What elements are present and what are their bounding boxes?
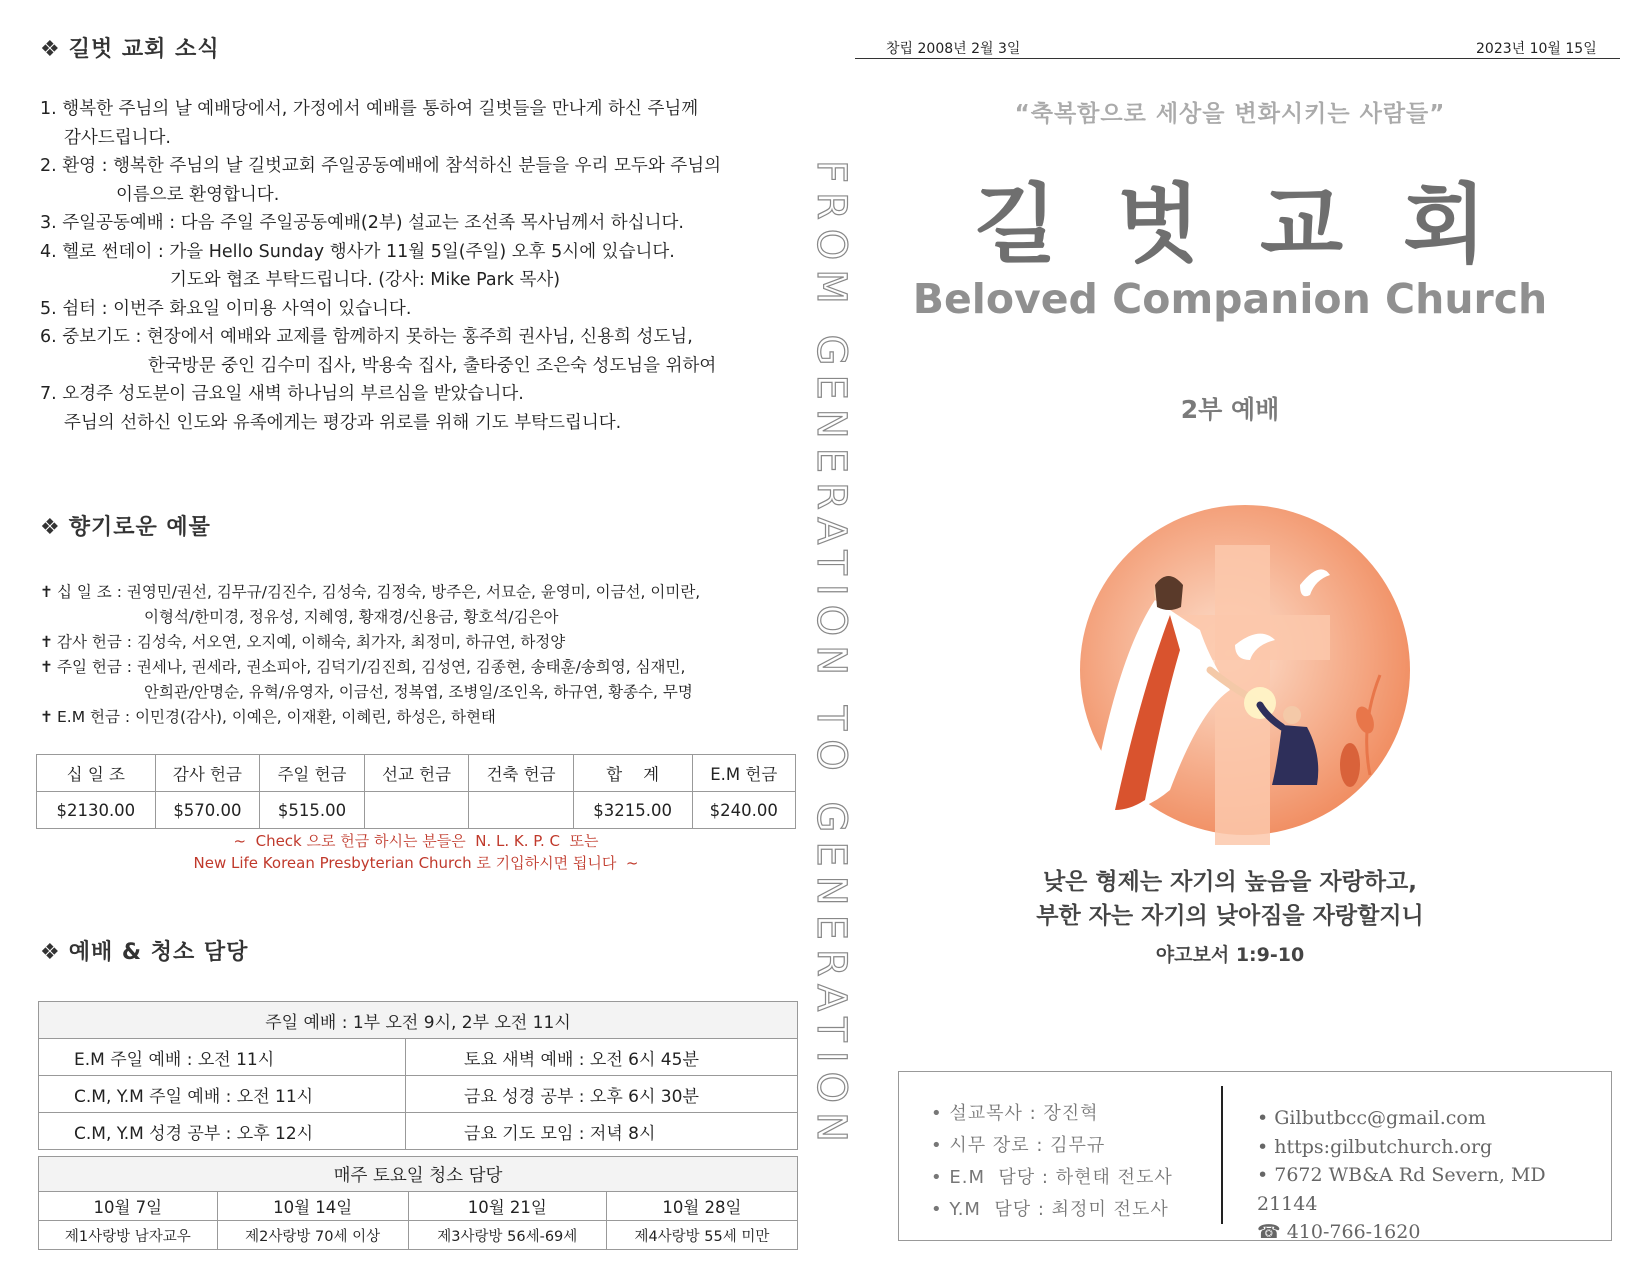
table-row xyxy=(39,1192,798,1221)
news-item-text: 4. 헬로 썬데이 : 가을 Hello Sunday 행사가 11월 5일(주일) 오후 5시에 있습니다. xyxy=(40,241,675,262)
church-info-box xyxy=(898,1071,1612,1241)
list-item: • https:gilbutchurch.org xyxy=(1257,1135,1493,1158)
bible-verse xyxy=(880,865,1580,933)
list-item: • 7672 WB&A Rd Severn, MD 21144 xyxy=(1257,1164,1546,1215)
worship-cell: 토요 새벽 예배 : 오전 6시 45분 xyxy=(406,1039,798,1076)
header-divider xyxy=(855,58,1620,59)
offering-value-cell: $515.00 xyxy=(260,792,365,829)
cross-icon: ✝ xyxy=(40,658,53,676)
list-item: • Y.M 담당 : 최정미 전도사 xyxy=(931,1199,1169,1220)
list-item xyxy=(40,295,760,324)
worship-title-text: 예배 & 청소 담당 xyxy=(68,940,249,965)
diamond-icon: ❖ xyxy=(40,515,61,540)
check-note xyxy=(36,830,796,874)
jesus-cross-illustration xyxy=(1060,505,1430,845)
worship-cell: E.M 주일 예배 : 오전 11시 xyxy=(39,1039,406,1076)
staff-item: 시무 장로 : 김무규 xyxy=(949,1135,1106,1156)
worship-cell: C.M, Y.M 성경 공부 : 오후 12시 xyxy=(39,1113,406,1150)
news-item-text: 2. 환영 : 행복한 주님의 날 길벗교회 주일공동예배에 참석하신 분들을 우리 모두와 주님의 xyxy=(40,156,722,176)
cleaning-date: 10월 14일 xyxy=(217,1192,408,1221)
diamond-icon: ❖ xyxy=(40,37,61,62)
staff-list xyxy=(931,1098,1173,1226)
cleaning-header: 매주 토요일 청소 담당 xyxy=(39,1157,798,1192)
offering-section-title xyxy=(40,510,211,541)
list-item xyxy=(40,380,760,437)
offering-value-cell: $570.00 xyxy=(155,792,260,829)
email-link[interactable]: Gilbutbcc@gmail.com xyxy=(1274,1107,1486,1129)
offering-label: 감사 헌금 : xyxy=(57,633,132,651)
check-note-line: ~ Check 으로 헌금 하시는 분들은 N. L. K. P. C 또는 xyxy=(233,832,599,850)
phone-number[interactable]: 410-766-1620 xyxy=(1286,1221,1421,1243)
address-text: 7672 WB&A Rd Severn, MD 21144 xyxy=(1257,1164,1546,1215)
offering-value-cell: $3215.00 xyxy=(573,792,692,829)
offering-list xyxy=(40,580,760,730)
motto: “축복함으로 세상을 변화시키는 사람들” xyxy=(1014,101,1446,127)
cleaning-table xyxy=(38,1156,798,1250)
worship-table xyxy=(38,1001,798,1150)
news-item-cont: 주님의 선하신 인도와 유족에게는 평강과 위로를 위해 기도 부탁드립니다. xyxy=(64,412,622,433)
verse-line: 낮은 형제는 자기의 높음을 자랑하고, xyxy=(1042,869,1418,895)
offering-header-cell: 감사 헌금 xyxy=(155,755,260,792)
table-row xyxy=(39,1039,798,1076)
news-section-title xyxy=(40,32,220,63)
table-row xyxy=(37,792,796,829)
table-row xyxy=(39,1113,798,1150)
staff-item: E.M 담당 : 하현태 전도사 xyxy=(949,1167,1173,1188)
list-item xyxy=(40,630,760,655)
cross-icon: ✝ xyxy=(40,708,53,726)
cleaning-group: 제2사랑방 70세 이상 xyxy=(217,1221,408,1250)
website-link[interactable]: https:gilbutchurch.org xyxy=(1274,1135,1493,1158)
list-item: • 시무 장로 : 김무규 xyxy=(931,1135,1106,1156)
church-name-korean: 길벗교회 xyxy=(973,175,1547,275)
offering-header-cell: 건축 헌금 xyxy=(469,755,574,792)
table-row xyxy=(39,1221,798,1250)
table-row xyxy=(39,1002,798,1039)
list-item xyxy=(40,238,760,295)
cleaning-date: 10월 28일 xyxy=(606,1192,797,1221)
info-divider xyxy=(1221,1086,1223,1224)
list-item xyxy=(40,655,760,705)
list-item: • Gilbutbcc@gmail.com xyxy=(1257,1107,1486,1129)
offering-table xyxy=(36,754,796,829)
news-item-cont: 감사드립니다. xyxy=(64,127,171,148)
verse-line: 부한 자는 자기의 낮아짐을 자랑할지니 xyxy=(1036,903,1424,929)
spine-text: FROM GENERATION TO GENERATION xyxy=(808,160,854,1151)
check-note-line: New Life Korean Presbyterian Church 로 기입하시면 됩니다 ~ xyxy=(193,854,639,872)
list-item xyxy=(40,705,760,730)
cross-icon: ✝ xyxy=(40,583,53,601)
offering-value-cell xyxy=(469,792,574,829)
news-item-text: 7. 오경주 성도분이 금요일 새벽 하나님의 부르심을 받았습니다. xyxy=(40,384,524,404)
list-item xyxy=(40,580,760,630)
news-item-text: 3. 주일공동예배 : 다음 주일 주일공동예배(2부) 설교는 조선족 목사님께서 하십니다. xyxy=(40,213,684,233)
church-name-english: Beloved Companion Church xyxy=(912,275,1548,323)
list-item: • E.M 담당 : 하현태 전도사 xyxy=(931,1167,1173,1188)
diamond-icon: ❖ xyxy=(40,940,61,965)
list-item xyxy=(40,323,760,380)
news-item-text: 1. 행복한 주님의 날 예배당에서, 가정에서 예배를 통하여 길벗들을 만나게 하신 주님께 xyxy=(40,99,699,119)
offering-value-cell: $2130.00 xyxy=(37,792,156,829)
offering-names: 권영민/권선, 김무규/김진수, 김성숙, 김정숙, 방주은, 서묘순, 윤영미, 이금선, 이미란, xyxy=(126,583,701,601)
contact-list xyxy=(1257,1104,1611,1247)
staff-item: 설교목사 : 장진혁 xyxy=(949,1103,1099,1124)
offering-names: 이민경(감사), 이예은, 이재환, 이혜린, 하성은, 하현태 xyxy=(135,708,496,726)
cleaning-group: 제1사랑방 남자교우 xyxy=(39,1221,218,1250)
worship-cell: C.M, Y.M 주일 예배 : 오전 11시 xyxy=(39,1076,406,1113)
worship-cell: 금요 기도 모임 : 저녁 8시 xyxy=(406,1113,798,1150)
news-item-cont: 한국방문 중인 김수미 집사, 박용숙 집사, 출타중인 조은숙 성도님을 위하여 xyxy=(148,355,717,376)
list-item xyxy=(40,95,760,152)
list-item xyxy=(40,152,760,209)
offering-header-cell: 주일 헌금 xyxy=(260,755,365,792)
offering-names: 권세나, 권세라, 권소피아, 김덕기/김진희, 김성연, 김종현, 송태훈/송희영, 심재민, xyxy=(136,658,686,676)
news-list xyxy=(40,95,760,437)
offering-header-cell: 십 일 조 xyxy=(37,755,156,792)
offering-header-cell: 선교 헌금 xyxy=(364,755,469,792)
worship-header: 주일 예배 : 1부 오전 9시, 2부 오전 11시 xyxy=(39,1002,798,1039)
cross-icon: ✝ xyxy=(40,633,53,651)
cleaning-group: 제4사랑방 55세 미만 xyxy=(606,1221,797,1250)
offering-title-text: 향기로운 예물 xyxy=(68,515,211,540)
table-row xyxy=(39,1076,798,1113)
phone-icon: ☎ xyxy=(1257,1221,1281,1243)
offering-header-cell: 합 계 xyxy=(573,755,692,792)
news-item-cont: 이름으로 환영합니다. xyxy=(116,184,280,205)
offering-header-cell: E.M 헌금 xyxy=(692,755,796,792)
service-label: 2부 예배 xyxy=(1180,395,1280,424)
founded-date: 창립 2008년 2월 3일 xyxy=(886,41,1021,57)
news-item-text: 5. 쉼터 : 이번주 화요일 이미용 사역이 있습니다. xyxy=(40,298,412,319)
table-row xyxy=(37,755,796,792)
offering-label: E.M 헌금 : xyxy=(57,708,131,726)
offering-label: 주일 헌금 : xyxy=(57,658,132,676)
cleaning-date: 10월 21일 xyxy=(408,1192,606,1221)
news-title-text: 길벗 교회 소식 xyxy=(68,37,220,62)
news-item-text: 6. 중보기도 : 현장에서 예배와 교제를 함께하지 못하는 홍주희 권사님, 신용희 성도님, xyxy=(40,327,693,347)
offering-names-cont: 안희관/안명순, 유혁/유영자, 이금선, 정복엽, 조병일/조인옥, 하규연, 황종수, 무명 xyxy=(144,683,693,701)
offering-value-cell xyxy=(364,792,469,829)
staff-item: Y.M 담당 : 최정미 전도사 xyxy=(949,1199,1169,1220)
list-item xyxy=(40,209,760,238)
offering-value-cell: $240.00 xyxy=(692,792,796,829)
verse-reference: 야고보서 1:9-10 xyxy=(1155,944,1305,966)
cleaning-group: 제3사랑방 56세-69세 xyxy=(408,1221,606,1250)
list-item xyxy=(1257,1218,1611,1247)
worship-cell: 금요 성경 공부 : 오후 6시 30분 xyxy=(406,1076,798,1113)
worship-section-title xyxy=(40,935,248,966)
offering-names-cont: 이형석/한미경, 정유성, 지혜영, 황재경/신용금, 황호석/김은아 xyxy=(144,608,559,626)
cleaning-date: 10월 7일 xyxy=(39,1192,218,1221)
list-item: • 설교목사 : 장진혁 xyxy=(931,1103,1099,1124)
news-item-cont: 기도와 협조 부탁드립니다. (강사: Mike Park 목사) xyxy=(170,270,561,290)
bulletin-date: 2023년 10월 15일 xyxy=(1476,41,1597,57)
table-row xyxy=(39,1157,798,1192)
offering-names: 김성숙, 서오연, 오지예, 이해숙, 최가자, 최정미, 하규연, 하정양 xyxy=(136,633,566,651)
offering-label: 십 일 조 : xyxy=(57,583,122,601)
